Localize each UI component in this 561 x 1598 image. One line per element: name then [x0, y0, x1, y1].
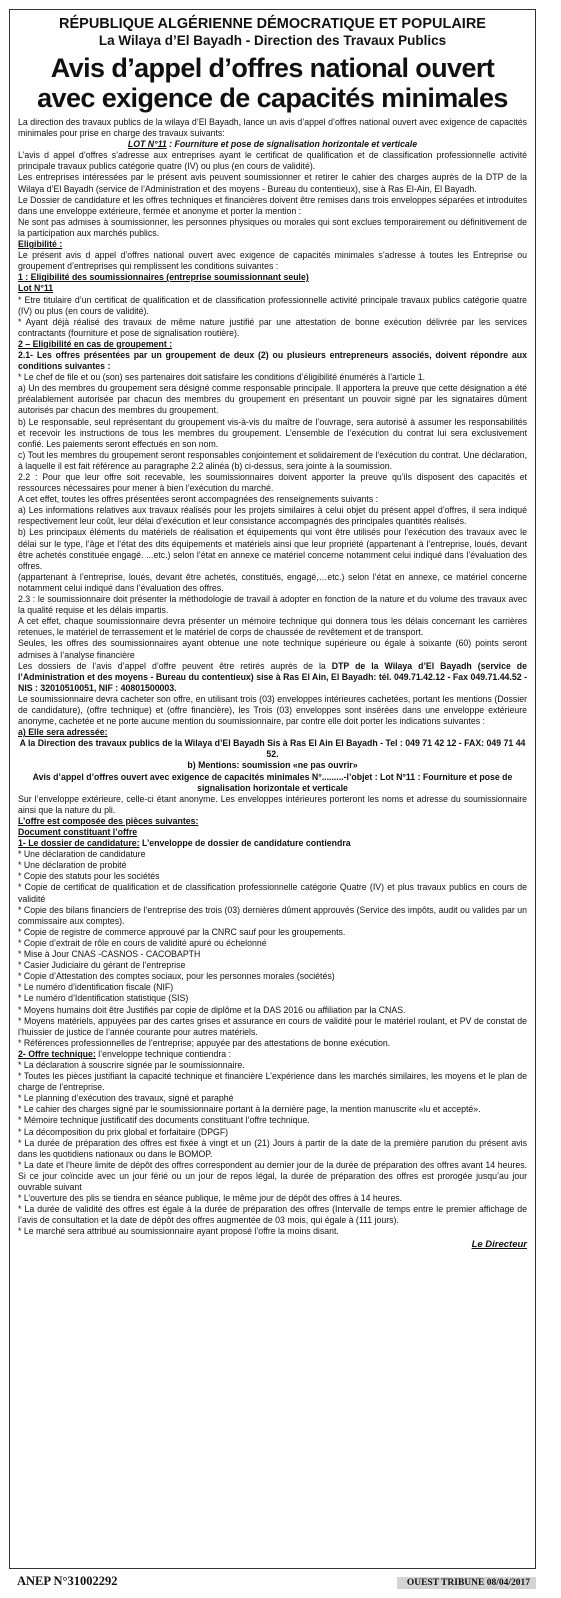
list-item: * Copie d’extrait de rôle en cours de validité apuré ou échelonné	[18, 937, 267, 948]
candidature-heading	[18, 838, 527, 849]
paragraph: Sur l’enveloppe extérieure, celle-ci étant anonyme. Les enveloppes intérieures porteront les noms et adresse du soumissionnaire ainsi que la nature du pli.	[18, 793, 527, 815]
paragraph: L’avis d appel d’offres s’adresse aux entreprises ayant le certificat de qualification et de classification professionnelle activité principale travaux publics catégorie quatre (IV) ou plus (en cours de validité).	[18, 150, 527, 172]
candidature-text: L’enveloppe de dossier de candidature contiendra	[139, 838, 351, 849]
paragraph: * Le chef de file et ou (son) ses partenaires doit satisfaire les conditions d’éligibilité énumérés à l’article 1.	[18, 372, 426, 383]
list-item: * Copie des bilans financiers de l’entreprise des trois (03) dernières dûment approuvés (Service des impôts, audit ou valides par un commissaire aux comptes).	[18, 904, 527, 926]
section-heading: L’offre est composée des pièces suivantes:	[18, 815, 199, 826]
paragraph: Le Dossier de candidature et les offres techniques et financières doivent être remises dans trois enveloppes séparées et introduites dans une enveloppe extérieure, fermée et anonyme et porter la mention :	[18, 194, 527, 216]
footer	[9, 1572, 536, 1594]
list-item: * Le planning d’exécution des travaux, signé et paraphé	[18, 1093, 234, 1104]
list-item: * Le marché sera attribué au soumissionnaire ayant proposé l’offre la moins disant.	[18, 1226, 339, 1237]
paragraph: * Ayant déjà réalisé des travaux de même nature justifié par une attestation de bonne exécution délivrée par les services contractants (fourniture et pose de signalisation routière).	[18, 316, 527, 338]
technique-list	[18, 1060, 527, 1238]
notice-frame	[9, 9, 536, 1569]
lot-line	[18, 139, 527, 150]
paragraph: a) Les informations relatives aux travaux réalisés pour les projets similaires à celui objet du présent appel d’offres, il sera indiqué respectivement leur coût, leur délai d’exécution et leur consistance accompagnés des principales quantités réalisés.	[18, 505, 527, 527]
technique-heading	[18, 1049, 527, 1060]
anep-number: ANEP N°31002292	[17, 1574, 118, 1588]
list-item: * La date et l’heure limite de dépôt des offres correspondent au dernier jour de la durée de préparation des offres avant 14 heures. Si ce jour coïncide avec un jour férié ou un jour de repos légal, la durée de préparation des offres est prorogée jusqu’au jour ouvrable suivant	[18, 1159, 527, 1192]
list-item: * Le numéro d’identification fiscale (NIF)	[18, 982, 174, 993]
notice-title	[18, 53, 527, 113]
list-item: * Une déclaration de candidature	[18, 849, 146, 860]
avis-reference-line: Avis d’appel d’offres ouvert avec exigence de capacités minimales N°.........-l’objet : Lot N°11 : Fourniture et pose de signalisation horizontale et verticale	[32, 771, 513, 793]
section-heading: 2 – Eligibilité en cas de groupement :	[18, 338, 173, 349]
list-item: * Toutes les pièces justifiant la capacité technique et financière L’expérience dans les marchés similaires, les moyens et le plan de charge de l’entreprise.	[18, 1071, 527, 1093]
paragraph: Le soumissionnaire devra cacheter son offre, en utilisant trois (03) enveloppes intérieures cachetées, portant les mentions (Dossier de candidature), (offre technique) et (offre financière), les Trois (03) enveloppes sont insérées dans une enveloppe extérieure anonyme, cachetée et ne porte aucune mention du soumissionnaire, par contre elle doit porter les indications suivantes :	[18, 693, 527, 727]
paragraph: (appartenant à l’entreprise, loués, devant être achetés, constitués, engagé,…etc.) selon l’état en annexe, ce matériel concerne notamment celui indiqué dans l’évaluation des offres.	[18, 571, 527, 593]
title-line-1: Avis d’appel d’offres national ouvert	[50, 53, 495, 83]
list-item: * Mémoire technique justificatif des documents constituant l’offre technique.	[18, 1115, 310, 1126]
list-item: * Le cahier des charges signé par le soumissionnaire portant à la dernière page, la mention manuscrite «lu et accepté».	[18, 1104, 481, 1115]
intro-paragraph: La direction des travaux publics de la wilaya d’El Bayadh, lance un avis d’appel d’offres national ouvert avec exigence de capacités minimales pour prise en charge des travaux suivants:	[18, 117, 527, 139]
section-heading: Document constituant l’offre	[18, 827, 138, 837]
paragraph: Ne sont pas admises à soumissionner, les personnes physiques ou morales qui sont exclues temporairement ou définitivement de la participation aux marchés publics.	[18, 216, 527, 238]
retrait-address: DTP de la Wilaya d’El Bayadh (service de l’Administration et des moyens - Bureau du contentieux) sise à Ras El Ain, El Bayadh: tél. 049.71.42.12 - Fax 049.71.44.52 - NIS : 32010510051, NIF : 40801500003.	[18, 660, 527, 693]
notice-body	[18, 117, 527, 1251]
list-item: * La durée de préparation des offres est fixée à vingt et un (21) Jours à partir de la date de la première parution du présent avis dans les quotidiens nationaux ou dans le BOMOP.	[18, 1137, 527, 1159]
lot-label: LOT N°11	[127, 139, 167, 150]
candidature-list	[18, 849, 527, 1049]
address-line: A la Direction des travaux publics de la Wilaya d’El Bayadh Sis à Ras El Ain El Bayadh - Tel : 049 71 42 12 - FAX: 049 71 44 52.	[19, 738, 526, 760]
retrait-text: Les dossiers de l’avis d’appel d’offre peuvent être retirés auprès de la	[18, 660, 332, 671]
list-item: * Mise à Jour CNAS -CASNOS - CACOBAPTH	[18, 949, 201, 960]
list-item: * Copie d’Attestation des comptes sociaux, pour les personnes morales (sociétés)	[18, 971, 335, 982]
section-heading: Lot N°11	[18, 283, 54, 294]
paragraph: 2.3 : le soumissionnaire doit présenter la méthodologie de travail à adopter en fonction de la nature et du volume des travaux avec la qualité requise et les délais impartis.	[18, 594, 527, 616]
list-item: * Casier Judiciaire du gérant de l’entreprise	[18, 960, 186, 971]
list-item: * Le numéro d’Identification statistique (SIS)	[18, 993, 189, 1004]
list-item: * La décomposition du prix global et forfaitaire (DPGF)	[18, 1126, 229, 1137]
republic-header: RÉPUBLIQUE ALGÉRIENNE DÉMOCRATIQUE ET POPULAIRE	[59, 16, 486, 32]
retrait-paragraph	[18, 661, 527, 694]
list-item: * Références professionnelles de l’entreprise; appuyée par des attestations de bonne exécution.	[18, 1037, 391, 1048]
candidature-label: 1- Le dossier de candidature:	[18, 838, 140, 849]
list-item: * L’ouverture des plis se tiendra en séance publique, le même jour de dépôt des offres à 14 heures.	[18, 1193, 403, 1204]
list-item: * Une déclaration de probité	[18, 860, 127, 871]
list-item: * Copie de registre de commerce approuvé par la CNRC sauf pour les groupements.	[18, 926, 346, 937]
paragraph: * Etre titulaire d’un certificat de qualification et de classification professionnelle activité principale travaux publics catégorie quatre (IV) ou plus (en cours de validité).	[18, 294, 527, 316]
list-item: * Copie de certificat de qualification et de classification professionnelle catégorie Quatre (IV) et plus travaux publics en cours de validité	[18, 882, 527, 904]
list-item: * La durée de validité des offres est égale à la durée de préparation des offres (Intervalle de temps entre le premier affichage de l’avis de consultation et la date de dépôt des offres augmentée de 03 mois, qui égale à (111 jours).	[18, 1204, 527, 1226]
paragraph: a) Un des membres du groupement sera désigné comme responsable principale. Il apportera la preuve que cette désignation a été préalablement autorisée par chacun des membres du groupement en présentant un pouvoir signé par les signataires dûment autorisés par chacun des membres du groupement.	[18, 383, 527, 416]
technique-text: l’enveloppe technique contiendra :	[95, 1048, 232, 1059]
paragraph: Seules, les offres des soumissionnaires ayant obtenue une note technique supérieure ou égale à soixante (60) points seront admises à l’analyse financière	[18, 638, 527, 660]
lot-text: : Fourniture et pose de signalisation horizontale et verticale	[166, 139, 418, 150]
signature: Le Directeur	[471, 1239, 527, 1251]
section-heading: Eligibilité :	[18, 239, 63, 250]
section-heading: 2.1- Les offres présentées par un groupement de deux (2) ou plusieurs entrepreneurs associés, doivent répondre aux conditions suivantes :	[18, 349, 527, 372]
paragraph: b) Les principaux éléments du matériels de réalisation et équipements qui vont être utilisés pour l’exécution des travaux avec le délai sur le type, l’âge et l’état des dits équipements et matériels ainsi que leur propriété (appartenant à l’entreprise, loués, devant être achetés constituée engagé. ...etc.) selon l’état en annexe ce matériel concerne notamment celui indiqué dans l’évaluation des offres.	[18, 527, 527, 571]
section-heading: a) Elle sera adressée:	[18, 727, 108, 738]
section-heading: 1 : Eligibilité des soumissionnaires (entreprise soumissionnant seule)	[18, 272, 309, 283]
journal-badge: OUEST TRIBUNE 08/04/2017	[397, 1577, 536, 1589]
paragraph: Les entreprises intéressées par le présent avis peuvent soumissionner et retirer le cahier des charges auprès de la DTP de la Wilaya d’El Bayadh (service de l’Administration et des moyens - Bureau du contentieux), sise à Ras El-Ain, El Bayadh.	[18, 172, 527, 194]
paragraph: b) Le responsable, seul représentant du groupement vis-à-vis du maître de l’ouvrage, sera autorisé à assumer les responsabilités et recevoir les instructions de tous les membres du groupement. L’ensemble de l’exécution du contrat lui sera exclusivement confié. Les paiements seront effectués en son nom.	[18, 416, 527, 449]
list-item: * Moyens humains doit être Justifiés par copie de diplôme et la DAS 2016 ou affiliation par la CNAS.	[18, 1004, 406, 1015]
paragraph: A cet effet, toutes les offres présentées seront accompagnées des renseignements suivants :	[18, 494, 379, 505]
list-item: * La déclaration à souscrire signée par le soumissionnaire.	[18, 1059, 245, 1070]
list-item: * Copie des statuts pour les sociétés	[18, 871, 160, 882]
paragraph: A cet effet, chaque soumissionnaire devra présenter un mémoire technique qui donnera tous les délais concernant les carrières retenues, le matériel de terrassement et le matériel de corps de chaussée de revêtement et de transport.	[18, 616, 527, 638]
mention-line: b) Mentions: soumission «ne pas ouvrir»	[187, 760, 358, 771]
technique-label: 2- Offre technique:	[18, 1048, 96, 1059]
list-item: * Moyens matériels, appuyées par des cartes grises et assurance en cours de validité pour le matériel roulant, et PV de constat de l’huissier de justice de l’année courante pour autres matériels.	[18, 1015, 527, 1037]
paragraph: c) Tout les membres du groupement seront responsables conjointement et solidairement de l’exécution du contrat. Une déclaration, à laquelle il est fait référence au paragraphe 2.2 alinéa (b) ci-dessus, sera jointe à la soumission.	[18, 449, 527, 471]
title-line-2: avec exigence de capacités minimales	[37, 83, 508, 113]
direction-header: La Wilaya d’El Bayadh - Direction des Travaux Publics	[98, 33, 447, 48]
paragraph: 2.2 : Pour que leur offre soit recevable, les soumissionnaires doivent apporter la preuve qu’ils disposent des capacités et ressources nécessaires pour mener à bien l’exécution du marché.	[18, 472, 527, 494]
paragraph: Le présent avis d appel d’offres national ouvert avec exigence de capacités minimales s’adresse à toutes les Entreprise ou groupement d’entreprises qui remplissent les conditions suivantes :	[18, 250, 527, 272]
